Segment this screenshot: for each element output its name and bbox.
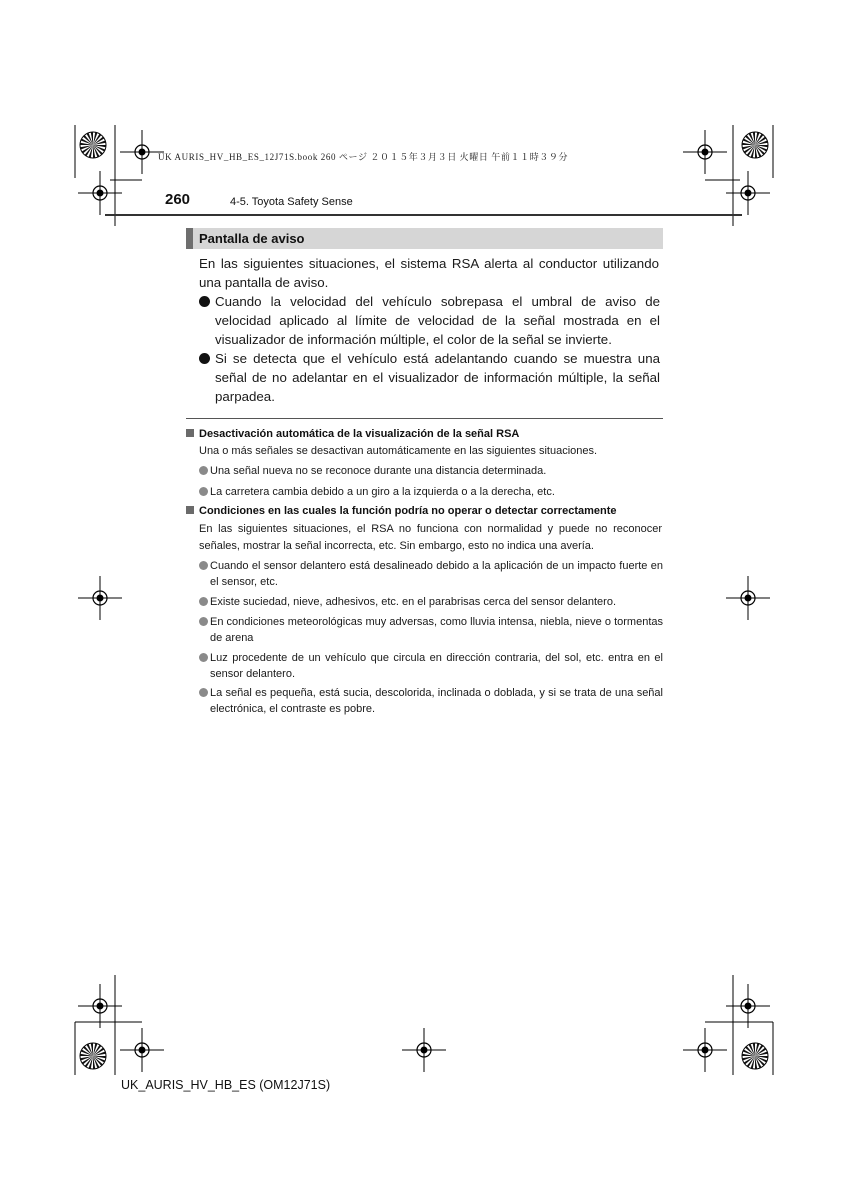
crosshair-dot	[702, 1047, 709, 1054]
crosshair-dot	[702, 149, 709, 156]
bullet-icon	[199, 487, 208, 496]
crosshair-dot	[139, 1047, 146, 1054]
note-bullet	[199, 685, 663, 717]
warning-bullet-text: Cuando la velocidad del vehículo sobrepasa el umbral de aviso de velocidad aplicado al límite de velocidad de la señal mostrada en el visualizador de información múltiple, el color de la señal se invierte.	[215, 294, 660, 347]
crosshair-dot	[97, 1003, 104, 1010]
note-bullet-text: Cuando el sensor delantero está desalineado debido a la aplicación de un impacto fuerte en el sensor, etc.	[210, 560, 663, 588]
crosshair-dot	[97, 190, 104, 197]
note-bullet	[199, 650, 663, 682]
crosshair-dot	[421, 1047, 428, 1054]
crosshair-dot	[745, 190, 752, 197]
print-header: UK AURIS_HV_HB_ES_12J71S.book 260 ページ ２０１５年３月３日 火曜日 午前１１時３９分	[158, 152, 569, 162]
square-bullet-icon	[186, 506, 194, 514]
bullet-icon	[199, 653, 208, 662]
note-heading	[186, 427, 663, 441]
bullet-icon	[199, 561, 208, 570]
note-heading	[186, 504, 663, 518]
section-label: 4-5. Toyota Safety Sense	[230, 196, 353, 208]
note-text: En las siguientes situaciones, el RSA no funciona con normalidad y puede no reconocer señales, mostrar la señal incorrecta, etc. Sin embargo, esto no indica una avería.	[199, 523, 662, 552]
bullet-icon	[199, 597, 208, 606]
warning-screen-intro: En las siguientes situaciones, el sistema RSA alerta al conductor utilizando una pantalla de aviso.	[199, 256, 659, 290]
note-heading-text: Condiciones en las cuales la función podría no operar o detectar correctamente	[199, 505, 617, 517]
bullet-icon	[199, 296, 210, 307]
footer-code: UK_AURIS_HV_HB_ES (OM12J71S)	[121, 1078, 331, 1092]
note-bullet	[199, 594, 663, 610]
warning-bullet	[199, 292, 660, 349]
bullet-icon	[199, 353, 210, 364]
header-rule	[105, 214, 742, 216]
note-bullet-text: En condiciones meteorológicas muy adversas, como lluvia intensa, niebla, nieve o tormentas de arena	[210, 616, 663, 644]
note-bullet-text: La señal es pequeña, está sucia, descolorida, inclinada o doblada, y si se trata de una señal electrónica, el contraste es pobre.	[210, 687, 663, 715]
bullet-icon	[199, 617, 208, 626]
page-number: 260	[165, 191, 191, 208]
crosshair-dot	[745, 595, 752, 602]
note-heading-text: Desactivación automática de la visualización de la señal RSA	[199, 428, 520, 440]
note-bullet-text: Existe suciedad, nieve, adhesivos, etc. en el parabrisas cerca del sensor delantero.	[210, 596, 617, 608]
warning-screen-title-box	[186, 228, 663, 249]
note-bullet-text: La carretera cambia debido a un giro a la izquierda o a la derecha, etc.	[210, 486, 555, 498]
bullet-icon	[199, 688, 208, 697]
note-bullet	[199, 463, 663, 479]
section-divider	[186, 418, 663, 419]
note-text: Una o más señales se desactivan automáticamente en las siguientes situaciones.	[199, 445, 598, 457]
crosshair-dot	[139, 149, 146, 156]
square-bullet-icon	[186, 429, 194, 437]
note-bullet-text: Luz procedente de un vehículo que circula en dirección contraria, del sol, etc. entra en el sensor delantero.	[210, 652, 663, 680]
warning-bullet	[199, 349, 660, 406]
note-bullet-text: Una señal nueva no se reconoce durante una distancia determinada.	[210, 465, 547, 477]
warning-screen-title: Pantalla de aviso	[199, 231, 305, 246]
bullet-icon	[199, 466, 208, 475]
note-bullet	[199, 614, 663, 646]
crosshair-dot	[745, 1003, 752, 1010]
note-bullet	[199, 484, 663, 500]
crosshair-dot	[97, 595, 104, 602]
warning-bullet-text: Si se detecta que el vehículo está adelantando cuando se muestra una señal de no adelantar en el visualizador de información múltiple, la señal parpadea.	[215, 351, 660, 404]
note-bullet	[199, 558, 663, 590]
